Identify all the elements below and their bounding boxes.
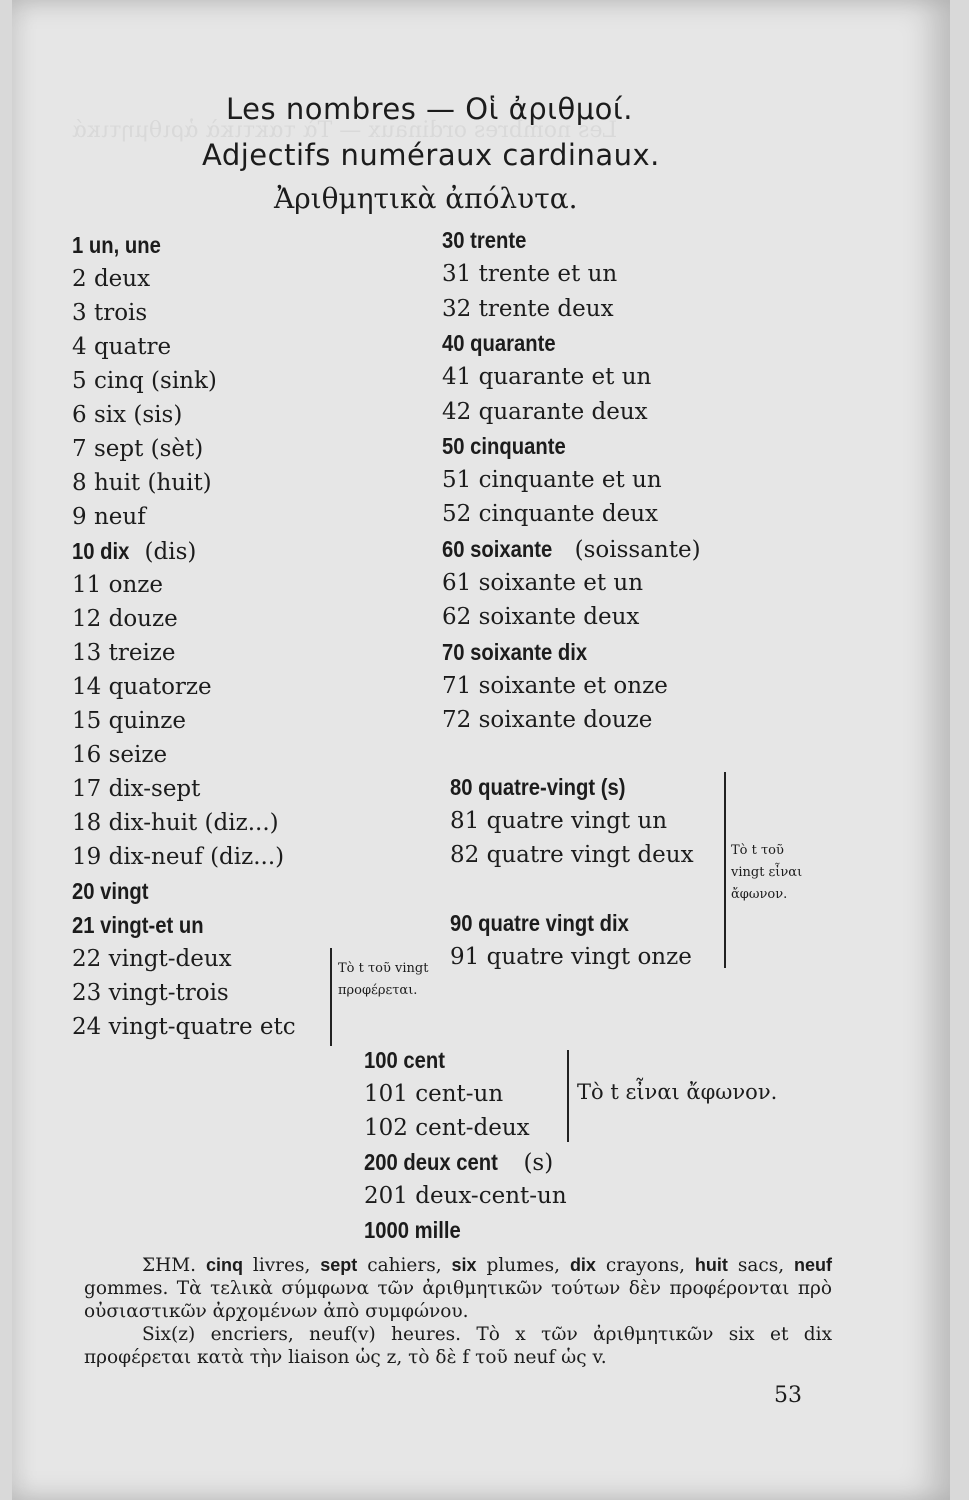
numeral: 71 [442,672,472,699]
number-row [72,638,176,668]
numeral: 42 [442,398,472,425]
number-word: quatre-vingt (s) [478,774,626,800]
number-row [72,264,150,294]
number-row [72,706,186,736]
number-word: vingt [100,878,149,904]
number-word: cent [403,1047,446,1073]
numeral: 201 [364,1183,408,1209]
numeral: 62 [442,604,472,631]
number-row [72,230,173,261]
number-word: soixante et onze [478,672,668,699]
number-row [72,604,178,634]
number-word: soixante dix [470,638,588,665]
page-number: 53 [774,1383,802,1408]
number-word: seize [108,742,168,768]
numeral: 52 [442,501,472,528]
number-row [442,362,651,392]
numeral: 16 [72,742,102,768]
number-word: dix-neuf (diz...) [108,844,285,870]
numeral: 102 [364,1115,408,1141]
brace-vingt [330,948,332,1046]
page-title: Les nombres — Οἱ ἀριθμοί. [226,92,633,126]
number-word: soixante et un [478,570,644,596]
number-word: dix [100,538,130,564]
number-word-bold [442,328,556,358]
number-row [364,1215,474,1246]
number-row [450,772,649,803]
number-word: deux cent [403,1149,498,1175]
numeral: 1 [72,232,84,258]
number-row [450,908,653,939]
footnote-paragraph-2: Six(z) encriers, neuf(v) heures. Τὸ x τῶν ἀριθμητικῶν six et dix προφέρεται κατὰ τὴν liaison ὡς z, τὸ δὲ f τοῦ neuf ὡς v. [84,1324,832,1368]
number-word: six (sis) [93,402,183,428]
number-row [72,570,163,600]
number-word: quatre [93,334,172,360]
numeral: 72 [442,707,472,734]
numeral: 1000 [364,1217,410,1243]
number-word: quarante [470,329,556,356]
number-word: soixante [470,535,553,562]
number-word: vingt-deux [108,946,232,972]
number-word: cinquante deux [478,501,658,528]
number-word: quatre vingt onze [486,944,692,970]
number-word-bold [72,876,149,906]
number-word: onze [108,572,163,598]
number-row [442,259,617,289]
number-row [72,876,159,907]
numeral: 81 [450,808,480,834]
number-word: soixante deux [478,604,640,631]
number-word-bold [450,772,625,802]
number-word: dix-sept [108,776,201,802]
number-word: mille [414,1217,461,1243]
number-word-bold [442,431,566,461]
number-word: quatre vingt dix [478,910,629,936]
number-row [442,499,658,529]
pronunciation-hint: (dis) [137,539,197,565]
number-word: treize [108,640,176,666]
number-word: quarante et un [478,364,652,391]
number-word-bold [72,230,161,260]
numeral: 40 [442,329,465,356]
number-row [442,705,652,735]
numeral: 14 [72,674,102,700]
number-word: cent-un [415,1081,504,1107]
numeral: 91 [450,944,480,970]
section-subtitle: Adjectifs numéraux cardinaux. [202,138,660,172]
number-row [442,431,583,462]
number-word-bold [72,910,204,940]
number-word-bold [364,1215,461,1245]
number-row [442,671,668,701]
bleed-through-text: Les nombres ordinaux — Τὰ τακτικὰ ἀριθμητικά [72,118,618,143]
note-cent-silent: Τὸ t εἶναι ἄφωνον. [577,1080,778,1104]
number-row [72,842,284,872]
number-row [442,465,662,495]
number-row [72,774,200,804]
numeral: 15 [72,708,102,734]
numeral: 61 [442,570,472,596]
numeral: 70 [442,638,465,665]
number-row [364,1079,503,1109]
numeral: 24 [72,1014,102,1040]
number-word-bold [72,536,129,566]
numeral: 4 [72,334,87,360]
numeral: 100 [364,1047,398,1073]
number-row [72,944,232,974]
number-row [72,468,212,498]
numeral: 21 [72,912,95,938]
numeral: 12 [72,606,102,632]
numeral: 13 [72,640,102,666]
numeral: 2 [72,266,87,292]
numeral: 90 [450,910,473,936]
numeral: 101 [364,1081,408,1107]
number-word-bold [442,534,552,564]
number-word: douze [108,606,178,632]
number-row [442,602,639,632]
number-word: un, une [88,232,161,258]
numeral: 30 [442,227,465,253]
number-word: soixante douze [478,707,653,734]
numeral: 50 [442,432,465,459]
numeral: 5 [72,368,87,394]
numeral: 80 [450,774,473,800]
number-word: trente [470,227,527,253]
number-row [364,1181,567,1211]
number-word: deux-cent-un [415,1183,567,1209]
number-word: neuf [93,504,146,530]
number-word: vingt-et un [100,912,204,938]
number-word: quatorze [108,674,212,700]
number-row [72,434,203,464]
number-word: cinquante et un [478,467,662,494]
number-word-bold [442,225,526,255]
note-vingt-pronounced: Τὸ t τοῦ vingt προφέρεται. [338,961,429,998]
numeral: 17 [72,776,102,802]
number-row [442,568,643,598]
number-row [72,740,167,770]
number-row [450,806,667,836]
brace-eighties [712,772,726,968]
number-row [72,978,229,1008]
numeral: 9 [72,504,87,530]
numeral: 31 [442,261,472,288]
pronunciation-hint: (s) [516,1150,554,1176]
number-word-bold [450,908,629,938]
number-row [442,397,648,427]
number-word: dix-huit (diz...) [108,810,279,836]
number-word: trente et un [478,261,618,288]
number-row [442,294,614,324]
pronunciation-hint: (soissante) [567,536,701,563]
number-word: trois [93,300,148,326]
number-row [72,502,146,532]
number-row [72,366,217,396]
number-word: vingt-quatre etc [108,1014,296,1040]
footnote [84,1254,832,1369]
number-word: cinquante [470,432,566,459]
number-row [72,400,182,430]
number-word-bold [364,1147,498,1177]
number-row [72,298,147,328]
number-row [364,1045,456,1076]
number-word: deux [93,266,151,292]
number-word: huit (huit) [93,470,212,496]
number-row [72,910,222,941]
number-row [442,637,607,668]
number-row [72,332,171,362]
numeral: 10 [72,538,95,564]
number-word: quatre vingt deux [486,842,694,868]
number-row [450,942,692,972]
numeral: 8 [72,470,87,496]
number-word-bold [364,1045,445,1075]
numeral: 32 [442,295,472,322]
number-word: sept (sèt) [93,436,204,462]
numeral: 51 [442,467,472,494]
numeral: 11 [72,572,102,598]
number-word: quatre vingt un [486,808,668,834]
numeral: 3 [72,300,87,326]
number-word: quinze [108,708,187,734]
section-subtitle-greek: Ἀριθμητικὰ ἀπόλυτα. [274,182,578,215]
number-word: cinq (sink) [93,368,217,394]
number-word: quarante deux [478,398,648,425]
number-row [72,672,212,702]
number-word-bold [442,637,587,667]
numeral: 6 [72,402,87,428]
number-row [72,808,279,838]
numeral: 19 [72,844,102,870]
numeral: 41 [442,364,472,391]
note-vingt-silent: Τὸ t τοῦ vingt εἶναι ἄφωνον. [731,843,803,902]
numeral: 82 [450,842,480,868]
numeral: 20 [72,878,95,904]
number-row [450,840,694,870]
number-row [72,1012,296,1042]
footnote-paragraph-1: ΣΗΜ. cinq livres, sept cahiers, six plumes, dix crayons, huit sacs, neuf gommes. Τὰ τελικὰ σύμφωνα τῶν ἀριθμητικῶν τούτων δὲν προφέρονται πρὸ οὐσιαστικῶν ἀρχομένων ἀπὸ συμφώνου. [84,1255,832,1322]
number-row [364,1113,530,1143]
number-row [72,536,196,567]
number-row [442,534,701,565]
number-word: cent-deux [415,1115,530,1141]
number-word: vingt-trois [108,980,229,1006]
numeral: 200 [364,1149,398,1175]
book-page [12,0,950,1500]
brace-hundreds [555,1050,569,1142]
numeral: 18 [72,810,102,836]
numeral: 60 [442,535,465,562]
number-row [364,1147,553,1178]
number-row [442,328,571,359]
number-row [442,225,538,256]
number-word: trente deux [478,295,614,322]
numeral: 7 [72,436,87,462]
numeral: 23 [72,980,102,1006]
numeral: 22 [72,946,102,972]
